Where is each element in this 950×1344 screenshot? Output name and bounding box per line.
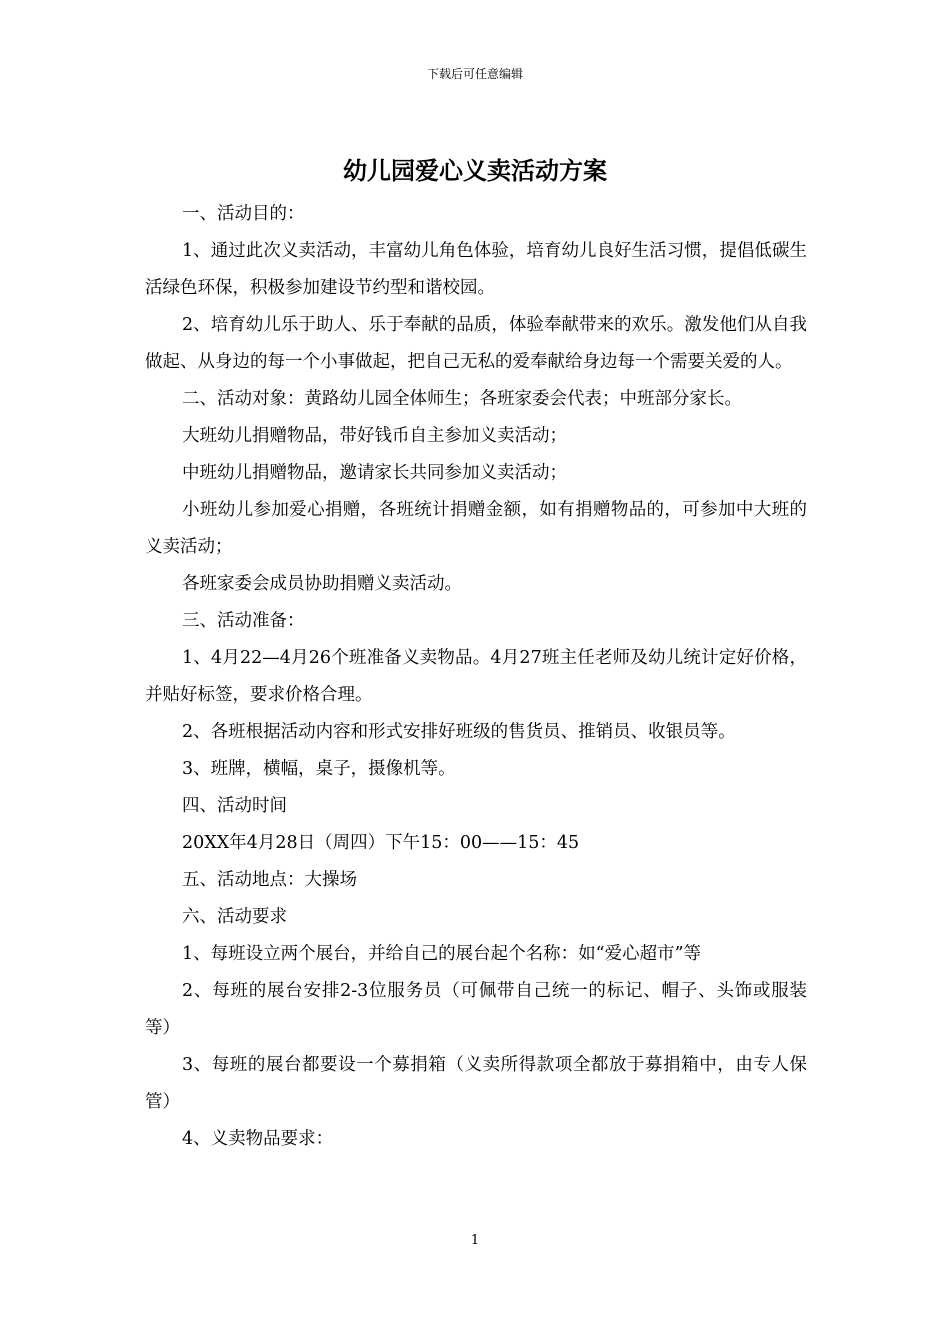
paragraph: 大班幼儿捐赠物品，带好钱币自主参加义卖活动； [182,426,567,446]
paragraph: 1、通过此次义卖活动，丰富幼儿角色体验，培育幼儿良好生活习惯，提倡低碳生活绿色环保，积极参加建设节约型和谐校园。 [145,241,807,298]
document-title: 幼儿园爱心义卖活动方案 [343,156,607,185]
page-number: 1 [470,1233,480,1248]
paragraph: 3、每班的展台都要设一个募捐箱（义卖所得款项全都放于募捐箱中，由专人保管） [145,1055,807,1112]
section-heading-location: 五、活动地点：大操场 [182,870,357,890]
section-heading-purpose: 一、活动目的： [182,204,305,224]
paragraph: 1、4月22—4月26个班准备义卖物品。4月27班主任老师及幼儿统计定好价格，并贴好标签，要求价格合理。 [145,648,807,705]
paragraph: 20XX年4月28日（周四）下午15：00——15：45 [182,833,580,853]
section-heading-time: 四、活动时间 [182,796,287,816]
paragraph: 各班家委会成员协助捐赠义卖活动。 [182,574,462,594]
header-note: 下载后可任意编辑 [426,67,523,81]
paragraph: 中班幼儿捐赠物品，邀请家长共同参加义卖活动； [182,463,567,483]
section-heading-participants: 二、活动对象：黄路幼儿园全体师生；各班家委会代表；中班部分家长。 [182,389,742,409]
document-body [145,196,807,1158]
paragraph: 4、义卖物品要求： [182,1129,334,1149]
section-heading-preparation: 三、活动准备： [182,611,305,631]
paragraph: 1、每班设立两个展台，并给自己的展台起个名称：如“爱心超市”等 [182,944,702,964]
paragraph: 3、班牌，横幅，桌子，摄像机等。 [182,759,456,779]
paragraph: 2、每班的展台安排2-3位服务员（可佩带自己统一的标记、帽子、头饰或服装等） [145,981,807,1038]
section-heading-requirements: 六、活动要求 [182,907,287,927]
paragraph: 2、各班根据活动内容和形式安排好班级的售货员、推销员、收银员等。 [182,722,736,742]
paragraph: 小班幼儿参加爱心捐赠，各班统计捐赠金额，如有捐赠物品的，可参加中大班的义卖活动； [145,500,807,557]
paragraph: 2、培育幼儿乐于助人、乐于奉献的品质，体验奉献带来的欢乐。激发他们从自我做起、从身边的每一个小事做起，把自己无私的爱奉献给身边每一个需要关爱的人。 [145,315,807,372]
